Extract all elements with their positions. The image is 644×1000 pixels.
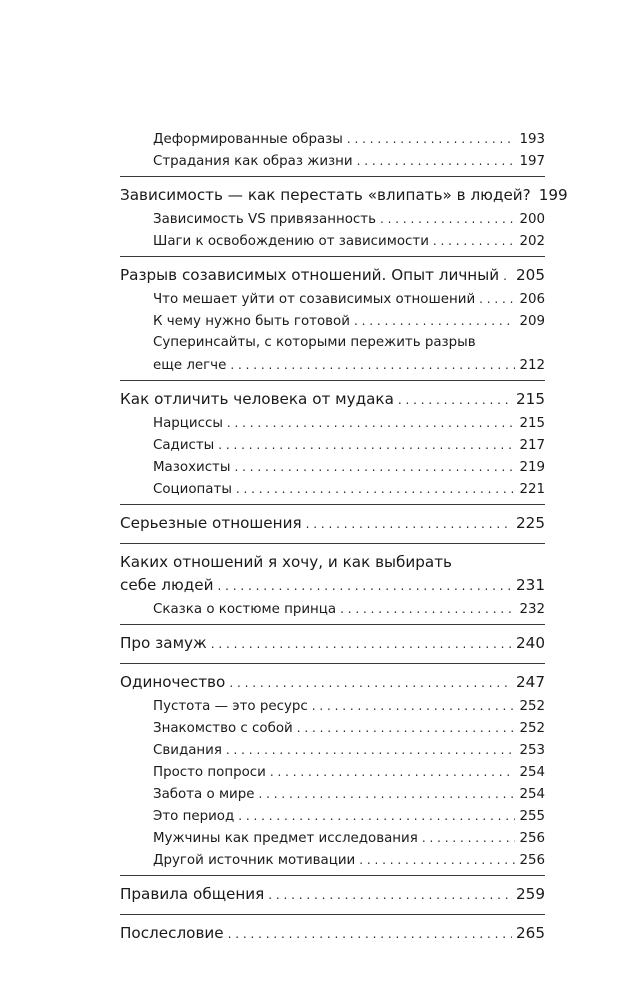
toc-entry[interactable]: [120, 598, 545, 620]
dot-leader: [217, 574, 512, 599]
toc-chapter-title: Серьезные отношения: [120, 514, 302, 532]
toc-chapter-page: 205: [516, 266, 545, 284]
toc-chapter-page: 240: [516, 634, 545, 652]
toc-entry[interactable]: [120, 717, 545, 739]
dot-leader: [306, 512, 512, 537]
toc-entry[interactable]: [120, 783, 545, 805]
toc-entry[interactable]: [120, 761, 545, 783]
toc-entry-page: 221: [519, 482, 545, 497]
toc-section: [120, 380, 545, 500]
dot-leader: [218, 434, 515, 456]
toc-chapter-title: Зависимость — как перестать «влипать» в людей?: [120, 186, 531, 204]
dot-leader: [354, 310, 515, 332]
toc-entry[interactable]: [120, 695, 545, 717]
dot-leader: [359, 849, 515, 871]
toc-section: [120, 176, 568, 252]
toc-section: [120, 875, 545, 907]
toc-chapter-title: Правила общения: [120, 885, 265, 903]
toc-entry-page: 256: [519, 831, 545, 846]
toc-entry-page: 200: [519, 212, 545, 227]
toc-entry-page: 193: [519, 132, 545, 147]
toc-chapter[interactable]: [120, 263, 545, 288]
toc-entry[interactable]: [120, 739, 545, 761]
dot-leader: [270, 761, 515, 783]
toc-chapter[interactable]: [120, 573, 545, 598]
toc-entry-title: Просто попроси: [153, 765, 266, 780]
toc-chapter-title: Одиночество: [120, 673, 226, 691]
toc-chapter-title: Послесловие: [120, 924, 224, 942]
toc-chapter-title: себе людей: [120, 576, 214, 594]
toc-entry-page: 256: [519, 853, 545, 868]
toc-chapter-page: 199: [538, 186, 568, 204]
dot-leader: [227, 412, 515, 434]
toc-section: [120, 504, 545, 536]
toc-entry[interactable]: [120, 849, 545, 871]
toc-chapter-page: 231: [516, 576, 545, 594]
toc-entry-title: Другой источник мотивации: [153, 853, 356, 868]
toc-entry-title: Суперинсайты, с которыми пережить разрыв: [153, 335, 476, 350]
toc-chapter-page: 259: [516, 885, 545, 903]
dot-leader: [229, 671, 512, 696]
toc-entry-title: Свидания: [153, 743, 222, 758]
toc-entry-line[interactable]: [120, 332, 545, 354]
toc-entry-page: 253: [519, 743, 545, 758]
dot-leader: [230, 354, 515, 376]
toc-entry-title: К чему нужно быть готовой: [153, 314, 350, 329]
toc-entry[interactable]: [120, 208, 545, 230]
dot-leader: [312, 695, 515, 717]
toc-entry-title: Пустота — это ресурс: [153, 699, 308, 714]
table-of-contents: [120, 128, 568, 946]
toc-entry-page: 255: [519, 809, 545, 824]
toc-section: [120, 256, 545, 376]
toc-entry-title: Социопаты: [153, 482, 232, 497]
dot-leader: [347, 128, 515, 150]
toc-entry-page: 219: [519, 460, 545, 475]
toc-chapter[interactable]: [120, 631, 545, 656]
toc-entry-title: Страдания как образ жизни: [153, 154, 353, 169]
dot-leader: [398, 388, 512, 413]
toc-chapter-page: 215: [516, 390, 545, 408]
toc-entry-title: Деформированные образы: [153, 132, 343, 147]
toc-entry-page: 252: [519, 721, 545, 736]
toc-chapter-page: 225: [516, 514, 545, 532]
toc-section: [120, 914, 545, 946]
dot-leader: [297, 717, 515, 739]
toc-entry-title: Сказка о костюме принца: [153, 602, 337, 617]
toc-chapter-title: Разрыв созависимых отношений. Опыт личный: [120, 266, 500, 284]
toc-entry-page: 202: [519, 234, 545, 249]
toc-entry-title: Нарциссы: [153, 416, 223, 431]
toc-entry-page: 206: [519, 292, 545, 307]
toc-entry-page: 212: [519, 358, 545, 373]
toc-entry[interactable]: [120, 230, 545, 252]
toc-chapter-page: 247: [516, 673, 545, 691]
toc-entry-title: Знакомство с собой: [153, 721, 293, 736]
dot-leader: [433, 230, 515, 252]
toc-chapter[interactable]: [120, 183, 568, 208]
toc-entry-page: 215: [519, 416, 545, 431]
toc-chapter[interactable]: [120, 921, 545, 946]
toc-entry-page: 209: [519, 314, 545, 329]
toc-entry[interactable]: [120, 288, 545, 310]
toc-chapter[interactable]: [120, 882, 545, 907]
dot-leader: [380, 208, 515, 230]
toc-entry-title: Мазохисты: [153, 460, 231, 475]
toc-entry[interactable]: [120, 805, 545, 827]
toc-entry-title: Это период: [153, 809, 235, 824]
toc-entry[interactable]: [120, 827, 545, 849]
toc-section: [120, 128, 545, 172]
toc-chapter-page: 265: [516, 924, 545, 942]
toc-entry-page: 254: [519, 765, 545, 780]
toc-entry[interactable]: [120, 478, 545, 500]
dot-leader: [357, 150, 515, 172]
toc-entry-page: 232: [519, 602, 545, 617]
toc-entry[interactable]: [120, 434, 545, 456]
dot-leader: [268, 883, 512, 908]
toc-entry-page: 217: [519, 438, 545, 453]
dot-leader: [422, 827, 515, 849]
toc-entry-title: Зависимость VS привязанность: [153, 212, 376, 227]
toc-entry-page: 254: [519, 787, 545, 802]
toc-chapter-title: Как отличить человека от мудака: [120, 390, 394, 408]
toc-section: [120, 663, 545, 871]
dot-leader: [238, 805, 515, 827]
toc-chapter[interactable]: [120, 387, 545, 412]
toc-entry-title: Мужчины как предмет исследования: [153, 831, 418, 846]
toc-entry[interactable]: [120, 310, 545, 332]
toc-entry[interactable]: [120, 150, 545, 172]
toc-entry-title: Что мешает уйти от созависимых отношений: [153, 292, 476, 307]
dot-leader: [236, 478, 515, 500]
toc-entry[interactable]: [120, 456, 545, 478]
toc-section: [120, 543, 545, 620]
dot-leader: [211, 632, 512, 657]
toc-section: [120, 624, 545, 656]
toc-entry-title: еще легче: [153, 358, 227, 373]
toc-entry[interactable]: [120, 354, 545, 376]
toc-entry-page: 252: [519, 699, 545, 714]
toc-entry-page: 197: [519, 154, 545, 169]
toc-chapter-line[interactable]: [120, 550, 545, 573]
toc-entry-title: Забота о мире: [153, 787, 255, 802]
toc-entry[interactable]: [120, 128, 545, 150]
dot-leader: [259, 783, 516, 805]
toc-entry-title: Садисты: [153, 438, 215, 453]
dot-leader: [479, 288, 515, 310]
dot-leader: [226, 739, 515, 761]
toc-chapter[interactable]: [120, 511, 545, 536]
toc-chapter[interactable]: [120, 670, 545, 695]
toc-entry[interactable]: [120, 412, 545, 434]
toc-chapter-title: Про замуж: [120, 634, 207, 652]
dot-leader: [503, 264, 512, 289]
dot-leader: [340, 598, 515, 620]
dot-leader: [234, 456, 515, 478]
toc-entry-title: Шаги к освобождению от зависимости: [153, 234, 429, 249]
dot-leader: [228, 922, 512, 947]
toc-chapter-title: Каких отношений я хочу, и как выбирать: [120, 553, 453, 571]
